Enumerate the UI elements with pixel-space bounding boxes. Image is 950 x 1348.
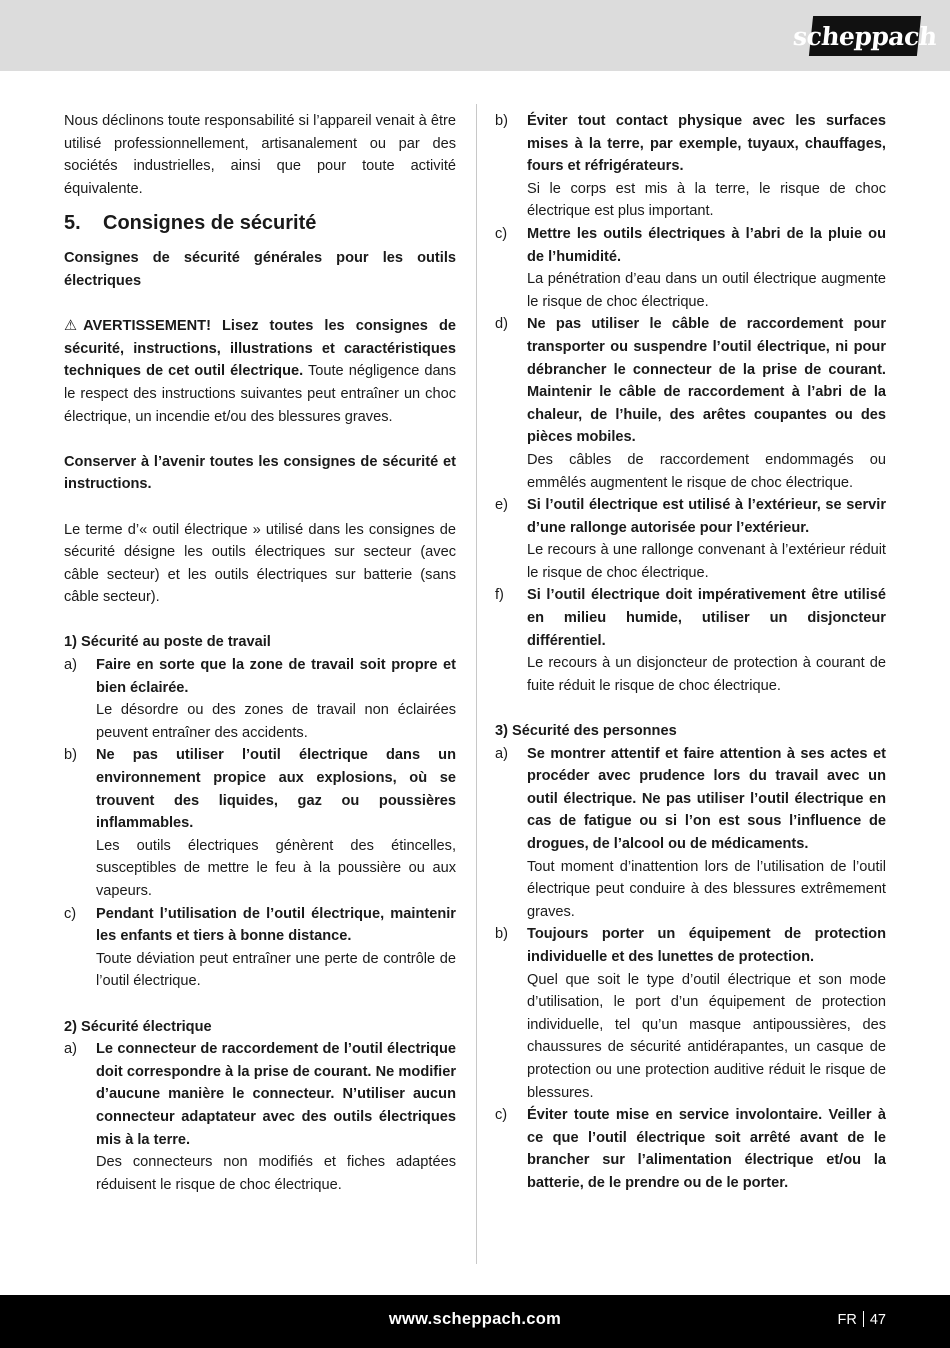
header-bar: [0, 0, 950, 71]
item-instruction: Ne pas utiliser le câble de raccordement pour transporter ou suspendre l’outil électrique, ni pour débrancher le connecteur de la prise de courant. Maintenir le câble de raccordement à l’abri de la chaleur, de l’huile, des arêtes coupantes ou des pièces mobiles.: [527, 316, 886, 446]
item-instruction: Se montrer attentif et faire attention à ses actes et procéder avec prudence lors du travail avec un outil électrique. Ne pas utiliser l’outil électrique en cas de fatigue ou si l’on est sous l’influence de drogues, de l’alcool ou de médicaments.: [527, 745, 886, 852]
item-label: f): [495, 587, 504, 604]
item-label: c): [495, 1107, 508, 1124]
keep-instructions: Conserver à l’avenir toutes les consignes de sécurité et instructions.: [64, 453, 456, 493]
item-instruction: Toujours porter un équipement de protection individuelle et des lunettes de protection.: [527, 926, 886, 965]
item-instruction: Mettre les outils électriques à l’abri de la pluie ou de l’humidité.: [527, 225, 886, 265]
list-item: [64, 744, 456, 902]
term-definition: Le terme d’« outil électrique » utilisé dans les consignes de sécurité désigne les outils électriques sur secteur (avec câble secteur) et les outils électriques sur batterie (sans câble secteur).: [64, 521, 456, 606]
list-item: [495, 110, 886, 223]
warning-text: Toute négligence dans le respect des instructions suivantes peut entraîner un choc électrique, un incendie et/ou des blessures graves.: [64, 363, 457, 425]
list-item: [64, 903, 456, 993]
list-item: [495, 584, 886, 697]
item-instruction: Faire en sorte que la zone de travail soit propre et bien éclairée.: [96, 657, 456, 696]
item-explanation: La pénétration d’eau dans un outil électrique augmente le risque de choc électrique.: [527, 271, 886, 310]
item-explanation: Le recours à une rallonge convenant à l’extérieur réduit le risque de choc électrique.: [527, 542, 886, 581]
item-label: a): [64, 1041, 77, 1058]
warning-icon: ⚠: [64, 318, 78, 335]
item-label: d): [495, 316, 508, 333]
intro-paragraph: Nous déclinons toute responsabilité si l’appareil venait à être utilisé professionnellement, artisanalement ou par des sociétés industrielles, ainsi que pour toute activité équivalente.: [64, 113, 456, 197]
item-instruction: Le connecteur de raccordement de l’outil électrique doit correspondre à la prise de courant. Ne modifier d’aucune manière le connecteur. N’utiliser aucun connecteur adaptateur avec des outils électriques mis à la terre.: [96, 1041, 456, 1148]
right-column: [495, 110, 886, 1195]
website-link[interactable]: www.scheppach.com: [388, 1310, 562, 1328]
left-column: [64, 110, 456, 1196]
section-number: 5.: [64, 212, 81, 235]
item-label: c): [64, 905, 77, 922]
personal-safety-list: [495, 743, 886, 1195]
list-item: [495, 494, 886, 584]
electrical-safety-list: [64, 1038, 456, 1196]
general-safety-title: Consignes de sécurité générales pour les outils électriques: [64, 250, 456, 289]
item-label: a): [64, 657, 77, 674]
item-instruction: Pendant l’utilisation de l’outil électrique, maintenir les enfants et tiers à bonne distance.: [96, 905, 456, 945]
warning-bold-text: AVERTISSEMENT! Lisez toutes les consignes de sécurité, instructions, illustrations et caractéristiques techniques de cet outil électrique.: [64, 318, 456, 380]
item-label: e): [495, 497, 508, 514]
list-item: [495, 313, 886, 494]
item-instruction: Éviter tout contact physique avec les surfaces mises à la terre, par exemple, tuyaux, chauffages, fours et réfrigérateurs.: [527, 113, 886, 175]
item-label: b): [495, 113, 508, 129]
list-item: [495, 223, 886, 313]
list-item: [495, 743, 886, 924]
footer-bar: [0, 1295, 950, 1348]
item-instruction: Si l’outil électrique doit impérativement être utilisé en milieu humide, utiliser un disjoncteur différentiel.: [527, 587, 886, 649]
page-number: 47: [869, 1312, 886, 1328]
item-explanation: Des câbles de raccordement endommagés ou emmêlés augmentent le risque de choc électrique.: [527, 451, 886, 491]
item-explanation: Toute déviation peut entraîner une perte de contrôle de l’outil électrique.: [96, 950, 456, 990]
item-label: a): [495, 745, 508, 762]
item-label: b): [495, 926, 508, 943]
item-label: c): [495, 225, 508, 242]
electrical-safety-list-continued: [495, 110, 886, 697]
item-explanation: Le recours à un disjoncteur de protection à courant de fuite réduit le risque de choc électrique.: [527, 655, 886, 694]
item-explanation: Quel que soit le type d’outil électrique et son mode d’utilisation, le port d’un équipement de protection individuelle, tel qu’un masque antipoussières, des chaussures de sécurité antidérapantes, un casque de protection ou une protection auditive réduit le risque de blessures.: [527, 971, 886, 1101]
item-label: b): [64, 747, 77, 764]
item-instruction: Ne pas utiliser l’outil électrique dans un environnement propice aux explosions, où se trouvent des liquides, gaz ou poussières inflammables.: [96, 747, 456, 832]
list-item: [64, 654, 456, 744]
section-heading: [64, 200, 456, 246]
language-code: FR: [837, 1312, 857, 1328]
warning-paragraph: [64, 315, 456, 428]
item-explanation: Le désordre ou des zones de travail non éclairées peuvent entraîner des accidents.: [96, 702, 456, 741]
list-item: [495, 923, 886, 1104]
item-explanation: Les outils électriques génèrent des étincelles, susceptibles de mettre le feu à la poussière ou aux vapeurs.: [96, 837, 456, 899]
list-item: [495, 1104, 886, 1194]
item-instruction: Éviter toute mise en service involontaire. Veiller à ce que l’outil électrique soit arrêté avant de le brancher sur l’alimentation électrique et/ou la batterie, de le prendre ou de le porter.: [527, 1107, 886, 1191]
item-instruction: Si l’outil électrique est utilisé à l’extérieur, se servir d’une rallonge autorisée pour l’extérieur.: [527, 497, 886, 536]
workplace-safety-list: [64, 654, 456, 993]
item-explanation: Tout moment d’inattention lors de l’utilisation de l’outil électrique peut conduire à des blessures extrêmement graves.: [527, 858, 886, 920]
list-item: [64, 1038, 456, 1196]
column-divider: [476, 104, 477, 1264]
item-explanation: Si le corps est mis à la terre, le risque de choc électrique est plus important.: [527, 180, 886, 220]
section-title: Consignes de sécurité: [103, 212, 317, 235]
subsection-title-workplace: 1) Sécurité au poste de travail: [64, 634, 271, 651]
page-indicator: [838, 1311, 886, 1328]
subsection-title-electrical: 2) Sécurité électrique: [64, 1018, 212, 1035]
brand-logo: scheppach: [809, 16, 921, 56]
item-explanation: Des connecteurs non modifiés et fiches adaptées réduisent le risque de choc électrique.: [96, 1154, 456, 1193]
subsection-title-personal: 3) Sécurité des personnes: [495, 723, 677, 740]
page-separator: [863, 1311, 864, 1327]
